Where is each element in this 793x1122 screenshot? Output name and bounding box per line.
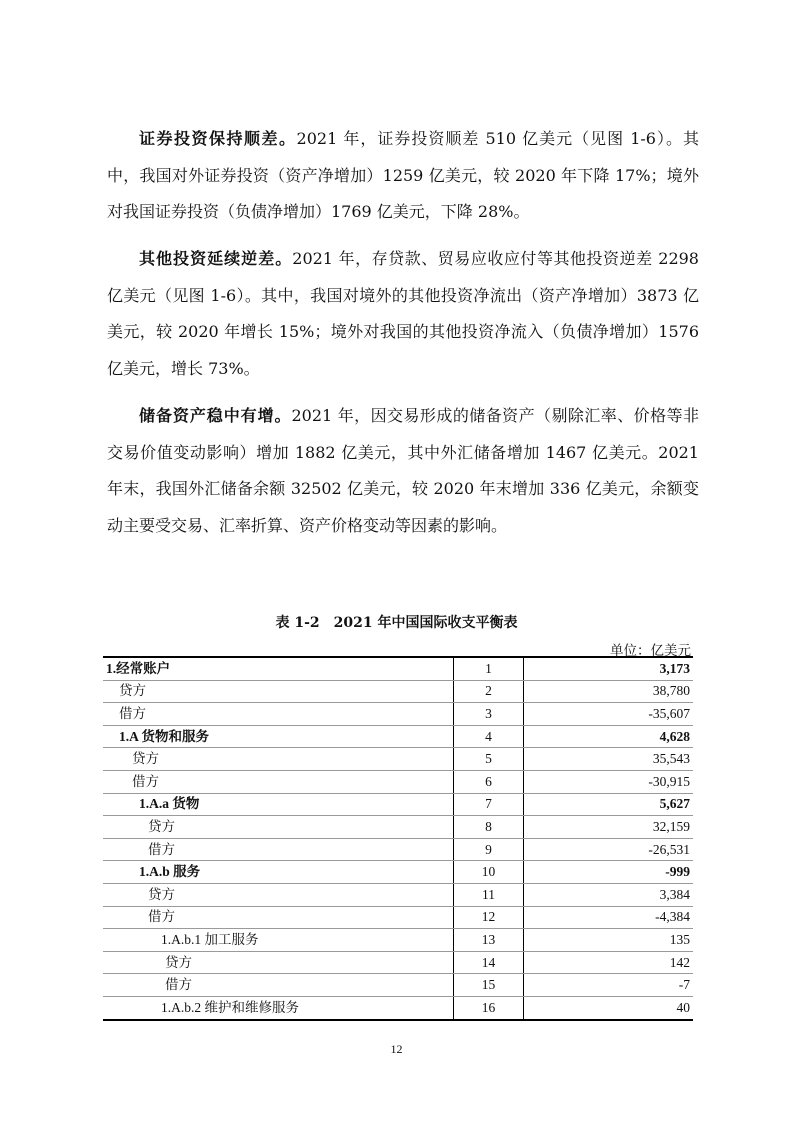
row-number: 12 bbox=[454, 906, 524, 929]
table-row bbox=[103, 748, 693, 771]
row-value: 142 bbox=[524, 951, 694, 974]
row-item: 1.A.b 服务 bbox=[103, 861, 454, 884]
paragraph-securities-investment bbox=[107, 121, 699, 231]
row-item: 贷方 bbox=[103, 816, 454, 839]
row-value: 3,173 bbox=[524, 657, 694, 680]
row-value: -26,531 bbox=[524, 838, 694, 861]
row-number: 4 bbox=[454, 725, 524, 748]
table-row bbox=[103, 770, 693, 793]
row-value: -35,607 bbox=[524, 703, 694, 726]
row-value: 40 bbox=[524, 996, 694, 1019]
table-row bbox=[103, 816, 693, 839]
row-item: 贷方 bbox=[103, 951, 454, 974]
table-row bbox=[103, 906, 693, 929]
row-item: 1.A 货物和服务 bbox=[103, 725, 454, 748]
row-value: -4,384 bbox=[524, 906, 694, 929]
table-row bbox=[103, 838, 693, 861]
row-number: 15 bbox=[454, 974, 524, 997]
row-number: 16 bbox=[454, 996, 524, 1019]
row-item: 1.A.b.1 加工服务 bbox=[103, 929, 454, 952]
paragraph-body: 2021 年，证券投资顺差 510 亿美元（见图 1-6）。其中，我国对外证券投资（资产净增加）1259 亿美元，较 2020 年下降 17%；境外对我国证券投资（负债净增加）1769 亿美元，下降 28%。 bbox=[107, 129, 699, 221]
row-item: 借方 bbox=[103, 974, 454, 997]
row-number: 10 bbox=[454, 861, 524, 884]
row-item: 借方 bbox=[103, 703, 454, 726]
row-value: -7 bbox=[524, 974, 694, 997]
paragraph-reserve-assets bbox=[107, 398, 699, 544]
row-number: 13 bbox=[454, 929, 524, 952]
row-number: 1 bbox=[454, 657, 524, 680]
table-row bbox=[103, 680, 693, 703]
table-caption: 表 1-2 2021 年中国国际收支平衡表 bbox=[275, 615, 518, 631]
row-value: 4,628 bbox=[524, 725, 694, 748]
row-value: -999 bbox=[524, 861, 694, 884]
row-value: 38,780 bbox=[524, 680, 694, 703]
row-item: 贷方 bbox=[103, 680, 454, 703]
row-value: 5,627 bbox=[524, 793, 694, 816]
row-number: 7 bbox=[454, 793, 524, 816]
table-row bbox=[103, 929, 693, 952]
row-item: 贷方 bbox=[103, 883, 454, 906]
table-row bbox=[103, 951, 693, 974]
row-number: 3 bbox=[454, 703, 524, 726]
page-number: 12 bbox=[390, 1042, 403, 1056]
row-value: 3,384 bbox=[524, 883, 694, 906]
paragraph-lead: 其他投资延续逆差。 bbox=[139, 249, 293, 268]
row-number: 5 bbox=[454, 748, 524, 771]
row-number: 14 bbox=[454, 951, 524, 974]
table-row bbox=[103, 657, 693, 680]
row-number: 6 bbox=[454, 770, 524, 793]
row-item: 1.A.a 货物 bbox=[103, 793, 454, 816]
row-value: 135 bbox=[524, 929, 694, 952]
row-item: 贷方 bbox=[103, 748, 454, 771]
table-row bbox=[103, 974, 693, 997]
table-row bbox=[103, 883, 693, 906]
row-number: 9 bbox=[454, 838, 524, 861]
table-row bbox=[103, 725, 693, 748]
table-row bbox=[103, 793, 693, 816]
row-item: 借方 bbox=[103, 770, 454, 793]
paragraph-body: 2021 年，存贷款、贸易应收应付等其他投资逆差 2298 亿美元（见图 1-6）。其中，我国对境外的其他投资净流出（资产净增加）3873 亿美元，较 2020 年增长 15%；境外对我国的其他投资净流入（负债净增加）1576 亿美元，增长 73%。 bbox=[107, 249, 699, 378]
paragraph-other-investment bbox=[107, 241, 699, 387]
row-number: 11 bbox=[454, 883, 524, 906]
row-number: 2 bbox=[454, 680, 524, 703]
table-row bbox=[103, 861, 693, 884]
row-value: 35,543 bbox=[524, 748, 694, 771]
table-unit: 单位：亿美元 bbox=[610, 643, 691, 659]
paragraph-body: 2021 年，因交易形成的储备资产（剔除汇率、价格等非交易价值变动影响）增加 1882 亿美元，其中外汇储备增加 1467 亿美元。2021 年末，我国外汇储备余额 32502 亿美元，较 2020 年末增加 336 亿美元，余额变动主要受交易、汇率折算、资产价格变动等因素的影响。 bbox=[107, 406, 699, 535]
paragraph-lead: 储备资产稳中有增。 bbox=[139, 406, 292, 425]
table-row bbox=[103, 996, 693, 1019]
row-value: 32,159 bbox=[524, 816, 694, 839]
balance-of-payments-table bbox=[103, 656, 693, 1021]
row-item: 借方 bbox=[103, 838, 454, 861]
row-number: 8 bbox=[454, 816, 524, 839]
row-item: 借方 bbox=[103, 906, 454, 929]
paragraph-lead: 证券投资保持顺差。 bbox=[139, 129, 297, 148]
row-item: 1.A.b.2 维护和维修服务 bbox=[103, 996, 454, 1019]
table-row bbox=[103, 703, 693, 726]
row-value: -30,915 bbox=[524, 770, 694, 793]
row-item: 1.经常账户 bbox=[103, 657, 454, 680]
